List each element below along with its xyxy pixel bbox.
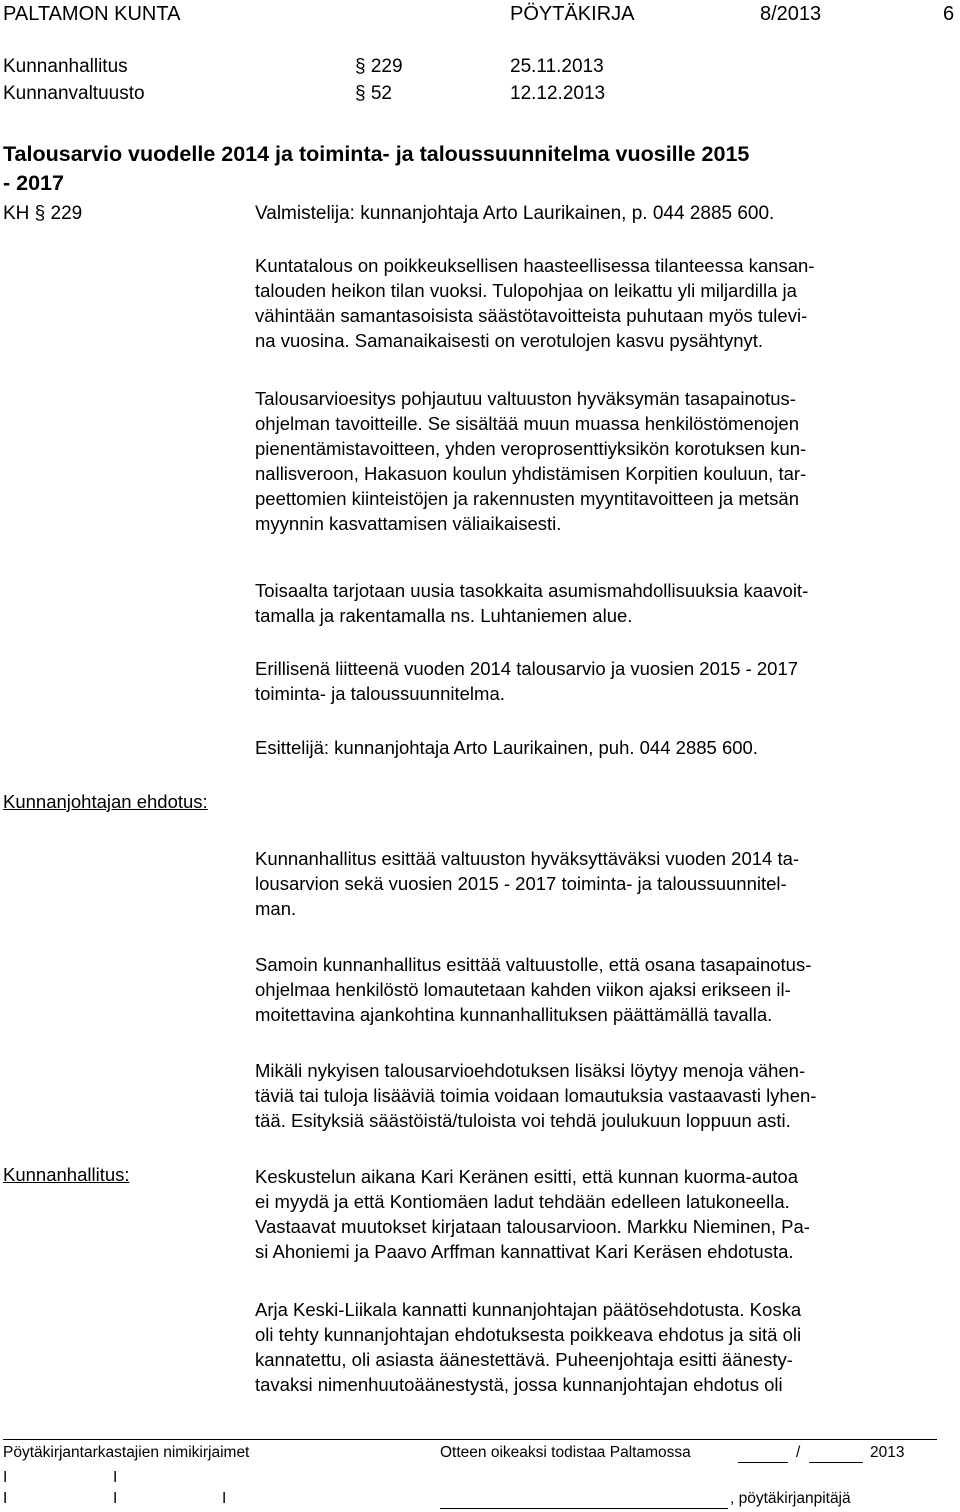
meeting-date: 25.11.2013 xyxy=(510,56,604,77)
document-title-line2: - 2017 xyxy=(3,171,64,195)
meeting-body: Kunnanhallitus xyxy=(3,56,128,77)
paragraph: Erillisenä liitteenä vuoden 2014 talousarvio ja vuosien 2015 - 2017 toiminta- ja taloussuunnitelma. xyxy=(255,658,799,704)
initials-separator: I xyxy=(113,1490,118,1507)
meeting-date: 12.12.2013 xyxy=(510,83,606,104)
meeting-section: § 52 xyxy=(355,83,392,104)
kh-reference: KH § 229 xyxy=(3,203,83,224)
signature-blank xyxy=(440,1508,728,1509)
initials-separator: I xyxy=(3,1490,8,1507)
initials-separator: I xyxy=(222,1490,227,1507)
paragraph: Mikäli nykyisen talousarvioehdotuksen lisäksi löytyy menoja vähen- täviä tai tuloja lisääviä toimia voidaan lomautuksia vastaavasti lyhen- tää. Esityksiä säästöistä/tuloista voi tehdä joulukuun loppuun asti. xyxy=(255,1060,817,1131)
paragraph: Kunnanhallitus esittää valtuuston hyväksyttäväksi vuoden 2014 ta- lousarvion sekä vuosien 2015 - 2017 toiminta- ja taloussuunnitel- man. xyxy=(255,848,800,919)
meeting-section: § 229 xyxy=(355,56,403,77)
doc-type: PÖYTÄKIRJA xyxy=(510,3,635,25)
preparer-line: Valmistelija: kunnanjohtaja Arto Laurikainen, p. 044 2885 600. xyxy=(255,203,775,224)
presenter-line: Esittelijä: kunnanjohtaja Arto Laurikainen, puh. 044 2885 600. xyxy=(255,737,758,758)
paragraph: Keskustelun aikana Kari Keränen esitti, että kunnan kuorma-autoa ei myydä ja että Kontiomäen ladut tehdään edelleen latukoneella. Vastaavat muutokset kirjataan talousarvioon. Markku Nieminen, Pa- si Ahoniemi ja Paavo Arffman kannattivat Kari Keräsen ehdotusta. xyxy=(255,1166,810,1262)
footer-initials-label: Pöytäkirjantarkastajien nimikirjaimet xyxy=(3,1444,250,1461)
org-name: PALTAMON KUNTA xyxy=(3,3,181,25)
paragraph: Arja Keski-Liikala kannatti kunnanjohtajan päätösehdotusta. Koska oli tehty kunnanjohtajan ehdotuksesta poikkeava ehdotus ja sitä oli kannatettu, oli asiasta äänestettävä. Puheenjohtaja esitti äänesty- tavaksi nimenhuutoäänestystä, jossa kunnanjohtajan ehdotus oli xyxy=(255,1299,802,1395)
initials-separator: I xyxy=(3,1469,8,1486)
month-blank xyxy=(809,1462,863,1463)
paragraph: Samoin kunnanhallitus esittää valtuustolle, että osana tasapainotus- ohjelmaa henkilöstö lomautetaan kahden viikon ajaksi erikseen il- moitettavina ajankohtina kunnanhallituksen päättämällä tavalla. xyxy=(255,954,812,1025)
day-blank xyxy=(738,1462,788,1463)
page-number: 6 xyxy=(943,3,955,25)
paragraph: Talousarvioesitys pohjautuu valtuuston hyväksymän tasapainotus- ohjelman tavoitteille. Se sisältää muun muassa henkilöstömenojen pienentämistavoitteen, yhden veroprosenttiyksikön korotuksen kun- nallisveroon, Hakasuon koulun yhdistämisen Korpitien kouluun, tar- peettomien kiinteistöjen ja rakennusten myyntitavoitteen ja metsän myynnin kasvattamisen väliaikaisesti. xyxy=(255,388,807,534)
paragraph: Kuntatalous on poikkeuksellisen haasteellisessa tilanteessa kansan- talouden heikon tilan vuoksi. Tulopohjaa on leikattu yli miljardilla ja vähintään samantasoisista säästötavoitteista puhutaan myös tulevi- na vuosina. Samanaikaisesti on verotulojen kasvu pysähtynyt. xyxy=(255,255,815,351)
doc-number: 8/2013 xyxy=(760,3,822,25)
secretary-label: , pöytäkirjanpitäjä xyxy=(730,1490,851,1507)
proposal-label: Kunnanjohtajan ehdotus: xyxy=(3,791,208,812)
paragraph: Toisaalta tarjotaan uusia tasokkaita asumismahdollisuuksia kaavoit- tamalla ja rakentamalla ns. Luhtaniemen alue. xyxy=(255,580,809,626)
footer-slash: / xyxy=(796,1444,801,1461)
document-title-line1: Talousarvio vuodelle 2014 ja toiminta- ja taloussuunnitelma vuosille 2015 xyxy=(3,142,750,166)
footer-year: 2013 xyxy=(870,1444,905,1461)
meeting-body: Kunnanvaltuusto xyxy=(3,83,145,104)
footer-rule xyxy=(3,1439,937,1440)
board-label: Kunnanhallitus: xyxy=(3,1164,130,1185)
initials-separator: I xyxy=(113,1469,118,1486)
footer-certify-label: Otteen oikeaksi todistaa Paltamossa xyxy=(440,1444,691,1461)
